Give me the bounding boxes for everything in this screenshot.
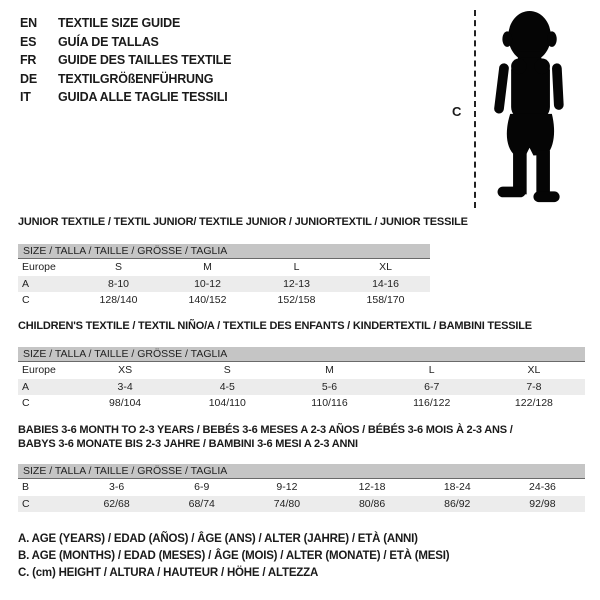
- row-label: Europe: [22, 261, 56, 273]
- footnote-c: C. (cm) HEIGHT / ALTURA / HAUTEUR / HÖHE / ALTEZZA: [18, 567, 319, 580]
- language-label: TEXTILE SIZE GUIDE: [58, 16, 181, 30]
- size-cell: 86/92: [444, 497, 471, 510]
- language-row-it: [20, 88, 231, 107]
- section-title: [18, 423, 585, 451]
- row-label: A: [22, 380, 30, 393]
- size-cell: 12-18: [358, 481, 386, 493]
- height-measure-dashed-line: [474, 10, 476, 208]
- section-title-line: CHILDREN'S TEXTILE / TEXTIL NIÑO/A / TEXTILE DES ENFANTS / KINDERTEXTIL / BAMBINI TESSILE: [18, 320, 532, 332]
- babies-textile-section: [18, 423, 585, 512]
- footnote-list: [18, 531, 449, 583]
- size-cell: XL: [379, 261, 392, 273]
- size-cell: 92/98: [529, 497, 556, 510]
- size-cell: 7-8: [526, 380, 542, 393]
- junior-textile-section: [18, 215, 468, 309]
- table-row: [18, 379, 585, 396]
- size-cell: 128/140: [99, 294, 138, 306]
- section-title-line: BABYS 3-6 MONATE BIS 2-3 JAHRE / BAMBINI 3-6 MESI A 2-3 ANNI: [18, 438, 358, 450]
- table-row: [18, 276, 430, 293]
- size-cell: L: [428, 364, 435, 376]
- language-code: ES: [20, 34, 37, 49]
- table-rows: [18, 259, 430, 309]
- size-cell: 3-4: [117, 380, 133, 393]
- size-header-bar: SIZE / TALLA / TAILLE / GRÖSSE / TAGLIA: [18, 464, 585, 479]
- table-row: [18, 395, 585, 412]
- size-cell: 24-36: [529, 481, 556, 493]
- size-cell: XL: [527, 364, 541, 376]
- size-cell: 152/158: [277, 294, 316, 306]
- row-label: C: [22, 294, 30, 306]
- language-row-es: [20, 33, 231, 52]
- footnote-a: A. AGE (YEARS) / EDAD (AÑOS) / ÂGE (ANS) / ALTER (JAHRE) / ETÀ (ANNI): [18, 533, 418, 545]
- size-table: [18, 244, 430, 309]
- size-cell: 158/170: [366, 294, 405, 306]
- section-title: [18, 319, 585, 333]
- language-row-fr: [20, 51, 231, 70]
- height-measure-label: C: [452, 104, 462, 119]
- footnote-b: B. AGE (MONTHS) / EDAD (MESES) / ÂGE (MOIS) / ALTER (MONATE) / ETÀ (MESI): [18, 550, 450, 563]
- row-label: B: [22, 481, 30, 493]
- section-title-line: BABIES 3-6 MONTH TO 2-3 YEARS / BEBÉS 3-6 MESES A 2-3 AÑOS / BÉBÉS 3-6 MOIS À 2-3 ANS /: [18, 424, 513, 436]
- childrens-textile-section: [18, 319, 585, 412]
- size-cell: 14-16: [372, 277, 399, 290]
- size-cell: 9-12: [276, 481, 298, 493]
- language-label: GUIDE DES TAILLES TEXTILE: [58, 53, 232, 67]
- size-cell: 104/110: [208, 397, 246, 409]
- language-code: FR: [20, 53, 37, 67]
- size-cell: 74/80: [273, 497, 301, 510]
- size-cell: 110/116: [311, 397, 348, 409]
- language-row-de: [20, 70, 231, 89]
- row-label: C: [22, 497, 30, 510]
- table-row: [18, 479, 585, 496]
- table-rows: [18, 479, 585, 512]
- size-table: [18, 347, 585, 412]
- size-cell: 98/104: [109, 397, 142, 409]
- table-row: [18, 292, 430, 309]
- size-cell: 62/68: [103, 497, 130, 510]
- size-cell: 18-24: [443, 481, 471, 493]
- language-code: EN: [20, 16, 37, 30]
- size-cell: M: [325, 364, 334, 376]
- table-row: [18, 362, 585, 379]
- size-table: [18, 464, 585, 512]
- size-cell: 5-6: [321, 380, 338, 393]
- language-code: DE: [20, 71, 37, 86]
- size-header-bar: SIZE / TALLA / TAILLE / GRÖSSE / TAGLIA: [18, 244, 430, 259]
- size-cell: 140/152: [188, 294, 227, 306]
- section-title: [18, 215, 468, 229]
- language-label: TEXTILGRÖßENFÜHRUNG: [58, 71, 214, 86]
- size-cell: 4-5: [219, 380, 235, 393]
- size-cell: 116/122: [413, 397, 451, 409]
- size-cell: S: [223, 364, 231, 376]
- row-label: Europe: [22, 364, 56, 376]
- size-header-bar: SIZE / TALLA / TAILLE / GRÖSSE / TAGLIA: [18, 347, 585, 362]
- size-cell: M: [203, 261, 212, 273]
- size-cell: 122/128: [514, 397, 553, 409]
- size-cell: XS: [118, 364, 133, 376]
- table-rows: [18, 362, 585, 412]
- table-row: [18, 496, 585, 513]
- size-cell: 10-12: [194, 277, 221, 290]
- row-label: C: [22, 397, 30, 409]
- table-row: [18, 259, 430, 276]
- size-cell: 6-7: [424, 380, 440, 393]
- size-cell: 6-9: [194, 481, 210, 493]
- toddler-silhouette-icon: [483, 9, 580, 208]
- size-cell: S: [114, 261, 122, 273]
- language-title-list: [20, 14, 231, 107]
- size-cell: 12-13: [283, 277, 310, 290]
- section-title-line: JUNIOR TEXTILE / TEXTIL JUNIOR/ TEXTILE JUNIOR / JUNIORTEXTIL / JUNIOR TESSILE: [18, 216, 468, 228]
- language-code: IT: [20, 90, 31, 104]
- language-label: GUÍA DE TALLAS: [58, 34, 159, 49]
- size-cell: 3-6: [108, 481, 125, 493]
- size-cell: 80/86: [358, 497, 386, 510]
- size-cell: 8-10: [107, 277, 129, 290]
- row-label: A: [22, 277, 30, 290]
- size-cell: L: [293, 261, 300, 273]
- language-label: GUIDA ALLE TAGLIE TESSILI: [58, 90, 228, 104]
- language-row-en: [20, 14, 231, 33]
- size-cell: 68/74: [188, 497, 215, 510]
